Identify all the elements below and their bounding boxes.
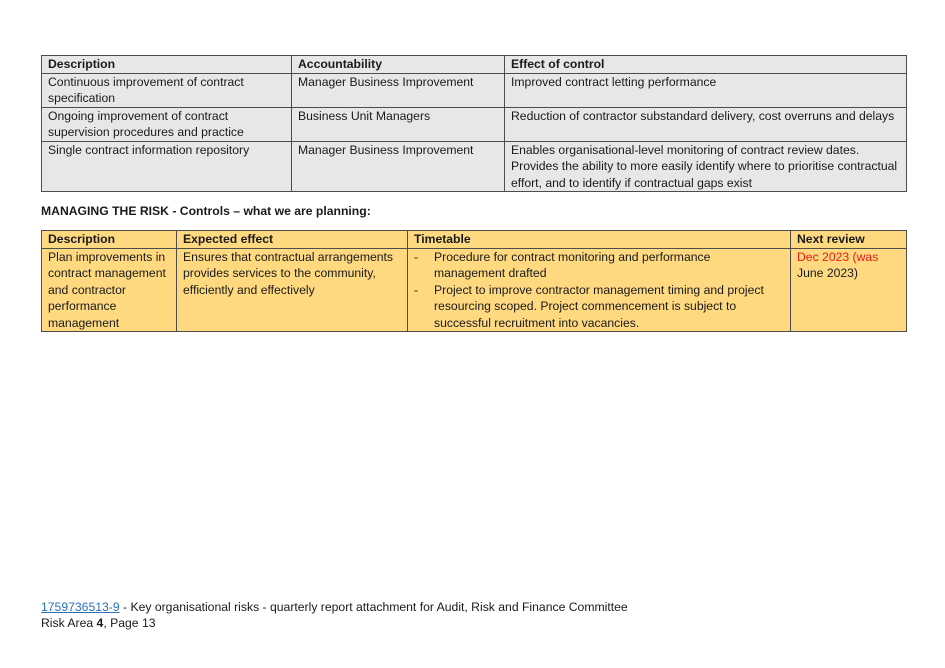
footer-page-line [41,615,628,631]
cell-next-review [791,248,907,332]
cell-description: Continuous improvement of contract specification [42,73,292,107]
cell-accountability: Manager Business Improvement [292,73,505,107]
risk-area-number: 4 [96,616,104,630]
cell-expected-effect: Ensures that contractual arrangements provides services to the community, efficiently and effectively [177,248,408,332]
next-review-old-date: June 2023) [797,266,858,280]
table-row [42,107,907,141]
cell-timetable [408,248,791,332]
header-description: Description [42,56,292,74]
table-row [42,73,907,107]
footer-doc-line [41,599,628,615]
cell-effect: Improved contract letting performance [505,73,907,107]
document-id-link[interactable]: 1759736513-9 [41,600,120,614]
cell-description: Single contract information repository [42,141,292,192]
next-review-new-date: Dec 2023 (was [797,249,879,264]
cell-effect: Enables organisational-level monitoring of contract review dates. Provides the ability to more easily identify where to prioritise contractual effort, and to identify if contractual gaps exist [505,141,907,192]
header-next-review: Next review [791,231,907,249]
cell-accountability: Manager Business Improvement [292,141,505,192]
cell-accountability: Business Unit Managers [292,107,505,141]
current-controls-table [41,55,907,192]
header-accountability: Accountability [292,56,505,74]
footer-doc-title: - Key organisational risks - quarterly report attachment for Audit, Risk and Finance Committee [119,600,628,614]
header-description: Description [42,231,177,249]
table-row [42,141,907,192]
planned-controls-table [41,230,907,332]
cell-description: Ongoing improvement of contract supervision procedures and practice [42,107,292,141]
table-header-row [42,56,907,74]
list-item: - Project to improve contractor management timing and project resourcing scoped. Project commencement is subject to successful recruitment into vacancies. [414,282,784,332]
page-number: , Page 13 [103,616,156,630]
header-timetable: Timetable [408,231,791,249]
table-header-row [42,231,907,249]
cell-description: Plan improvements in contract management and contractor performance management [42,248,177,332]
header-expected-effect: Expected effect [177,231,408,249]
timetable-list [414,249,784,332]
header-effect: Effect of control [505,56,907,74]
table-row [42,248,907,332]
page-footer [41,599,628,631]
risk-area-label: Risk Area [41,616,97,630]
section-heading: MANAGING THE RISK - Controls – what we are planning: [41,204,371,218]
list-item: - Procedure for contract monitoring and performance management drafted [414,249,784,282]
cell-effect: Reduction of contractor substandard delivery, cost overruns and delays [505,107,907,141]
